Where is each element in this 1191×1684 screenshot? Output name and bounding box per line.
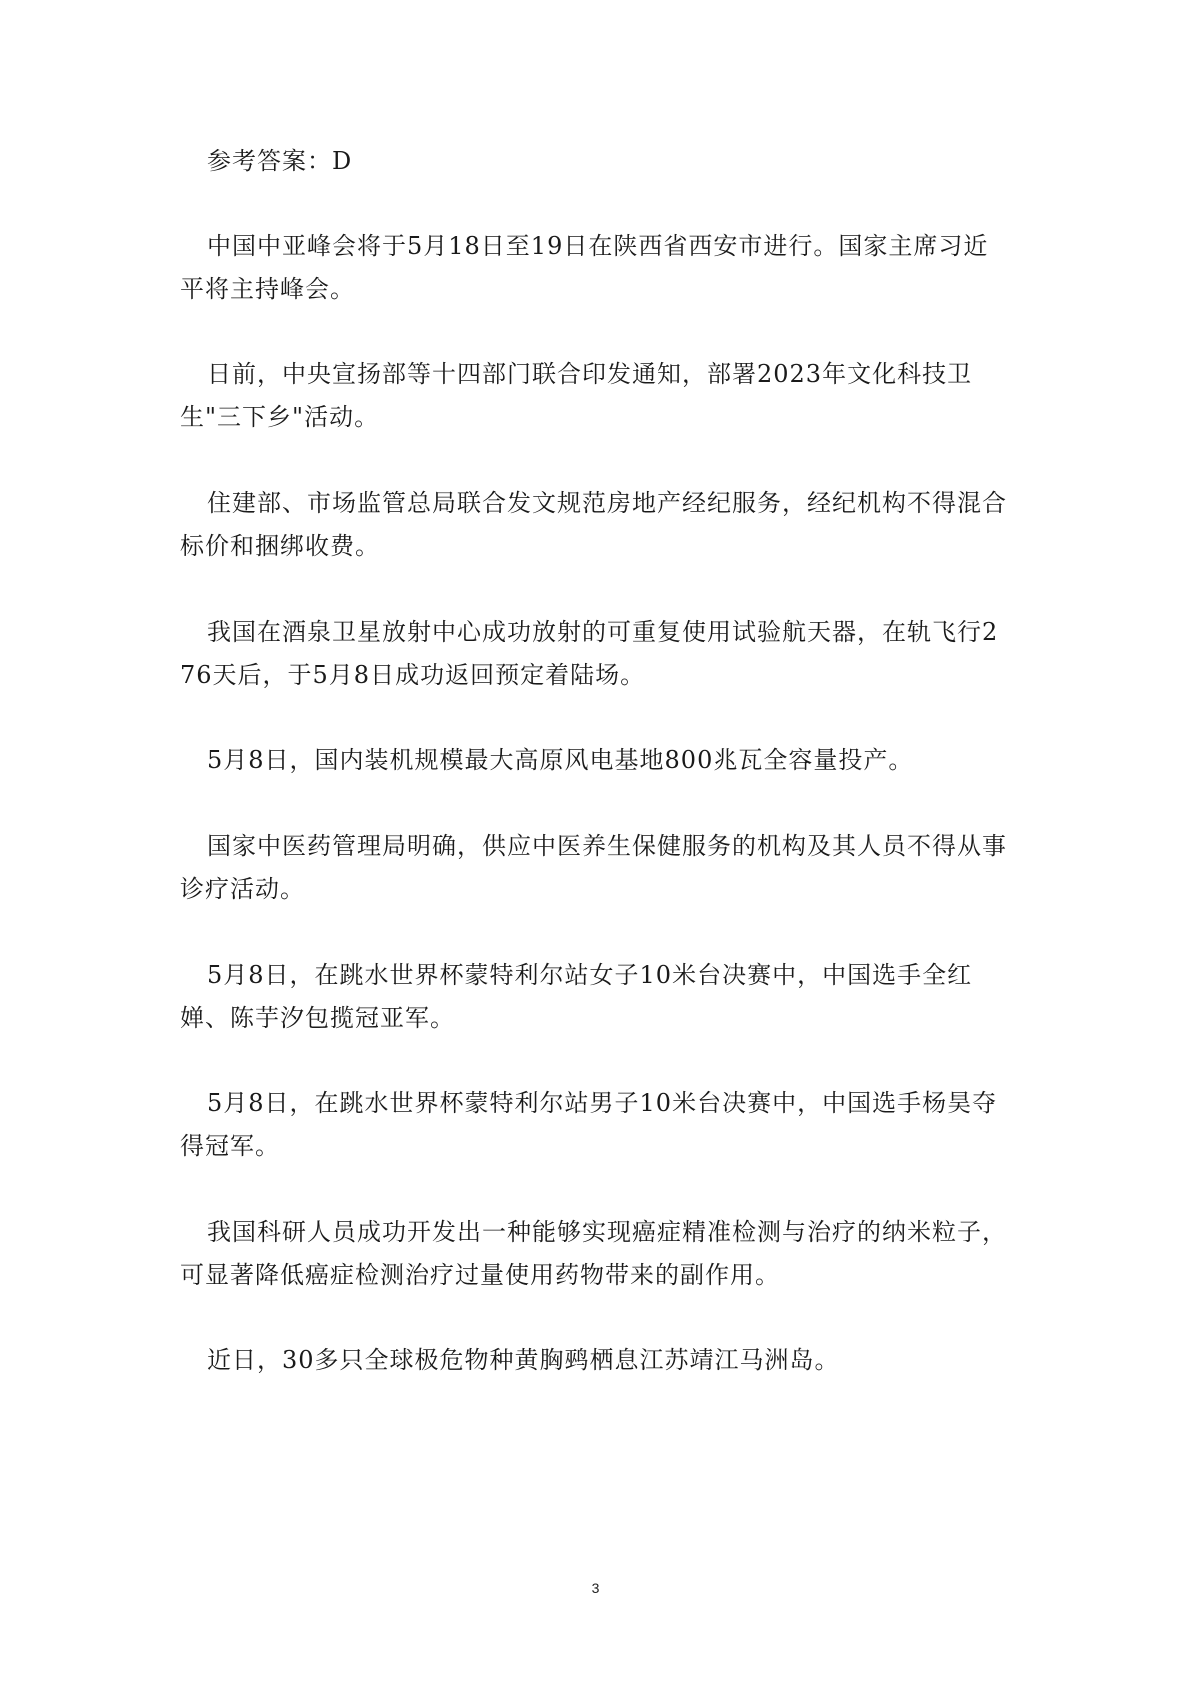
- news-paragraph: 中国中亚峰会将于5月18日至19日在陕西省西安市进行。国家主席习近平将主持峰会。: [180, 232, 989, 303]
- news-paragraph: 5月8日，在跳水世界杯蒙特利尔站男子10米台决赛中，中国选手杨昊夺得冠军。: [180, 1089, 998, 1160]
- news-paragraph: 5月8日，在跳水世界杯蒙特利尔站女子10米台决赛中，中国选手全红婵、陈芋汐包揽冠亚军。: [180, 961, 973, 1032]
- answer-paragraph: 参考答案：D: [207, 147, 353, 175]
- news-paragraph: 我国在酒泉卫星放射中心成功放射的可重复使用试验航天器，在轨飞行276天后，于5月8日成功返回预定着陆场。: [180, 618, 999, 689]
- news-paragraph: 住建部、市场监管总局联合发文规范房地产经纪服务，经纪机构不得混合标价和捆绑收费。: [180, 489, 1007, 560]
- news-paragraph: 我国科研人员成功开发出一种能够实现癌症精准检测与治疗的纳米粒子，可显著降低癌症检测治疗过量使用药物带来的副作用。: [180, 1218, 1007, 1289]
- news-paragraph: 近日，30多只全球极危物种黄胸鹀栖息江苏靖江马洲岛。: [207, 1346, 840, 1374]
- news-paragraph: 5月8日，国内装机规模最大高原风电基地800兆瓦全容量投产。: [207, 746, 914, 774]
- page-number: 3: [591, 1580, 600, 1596]
- news-paragraph: 日前，中央宣扬部等十四部门联合印发通知，部署2023年文化科技卫生"三下乡"活动。: [180, 360, 973, 431]
- news-paragraph: 国家中医药管理局明确，供应中医养生保健服务的机构及其人员不得从事诊疗活动。: [180, 832, 1007, 903]
